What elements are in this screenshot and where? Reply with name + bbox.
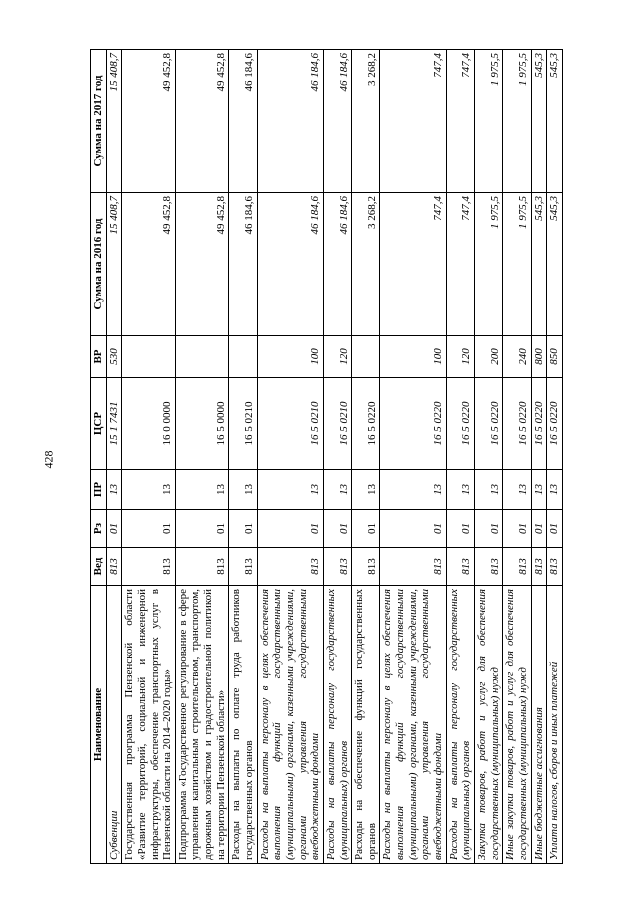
table-row — [503, 50, 531, 864]
cell-csr: 16 5 0220 — [547, 378, 563, 470]
cell-pr: 13 — [446, 470, 474, 510]
cell-ved: 813 — [446, 548, 474, 586]
cell-s17: 49 452,8 — [175, 50, 229, 193]
cell-vr — [229, 336, 257, 378]
table-body — [106, 50, 562, 864]
cell-vr: 240 — [503, 336, 531, 378]
cell-s16: 49 452,8 — [175, 193, 229, 336]
cell-s16: 46 184,6 — [257, 193, 323, 336]
cell-pr: 13 — [503, 470, 531, 510]
cell-pr: 13 — [547, 470, 563, 510]
table-row — [257, 50, 323, 864]
cell-rz: 01 — [229, 510, 257, 548]
cell-csr: 16 5 0220 — [446, 378, 474, 470]
cell-csr: 16 5 0220 — [380, 378, 446, 470]
cell-name: Государственная программа Пензенской области «Развитие территорий, социальной и инженерной инфраструктуры, обеспечение транспортных услуг в Пензенской области на 2014–2020 годы» — [122, 586, 176, 864]
cell-rz: 01 — [352, 510, 380, 548]
cell-name: Расходы на выплаты по оплате труда работников государственных органов — [229, 586, 257, 864]
cell-s17: 1 975,5 — [503, 50, 531, 193]
cell-vr: 120 — [323, 336, 351, 378]
header-rz: Рз — [91, 510, 107, 548]
cell-s16: 545,3 — [547, 193, 563, 336]
cell-vr — [175, 336, 229, 378]
cell-s17: 15 408,7 — [106, 50, 122, 193]
cell-s17: 3 268,2 — [352, 50, 380, 193]
header-name: Наименование — [91, 586, 107, 864]
cell-vr — [352, 336, 380, 378]
budget-table — [90, 49, 563, 864]
cell-rz: 01 — [531, 510, 547, 548]
cell-name: Расходы на выплаты персоналу в целях обеспечения выполнения функций государственными (муниципальными) органами, казенными учреждениями, органами управления государственными внебюджетными фондами — [380, 586, 446, 864]
cell-rz: 01 — [446, 510, 474, 548]
cell-ved: 813 — [547, 548, 563, 586]
cell-s16: 46 184,6 — [323, 193, 351, 336]
cell-vr: 100 — [257, 336, 323, 378]
cell-vr: 850 — [547, 336, 563, 378]
table-row — [547, 50, 563, 864]
cell-ved: 813 — [106, 548, 122, 586]
cell-s16: 1 975,5 — [474, 193, 502, 336]
cell-s17: 1 975,5 — [474, 50, 502, 193]
cell-pr: 13 — [175, 470, 229, 510]
cell-csr: 16 5 0220 — [503, 378, 531, 470]
table-row — [323, 50, 351, 864]
cell-name: Субвенции — [106, 586, 122, 864]
cell-ved: 813 — [474, 548, 502, 586]
cell-pr: 13 — [352, 470, 380, 510]
cell-csr: 15 1 7431 — [106, 378, 122, 470]
cell-csr: 16 5 0210 — [323, 378, 351, 470]
cell-s16: 747,4 — [380, 193, 446, 336]
cell-name: Расходы на выплаты персоналу государственных (муниципальных) органов — [323, 586, 351, 864]
cell-rz: 01 — [106, 510, 122, 548]
cell-pr: 13 — [122, 470, 176, 510]
cell-rz: 01 — [503, 510, 531, 548]
cell-csr: 16 5 0220 — [352, 378, 380, 470]
table-row — [380, 50, 446, 864]
cell-s16: 15 408,7 — [106, 193, 122, 336]
cell-pr: 13 — [531, 470, 547, 510]
cell-rz: 01 — [323, 510, 351, 548]
cell-pr: 13 — [380, 470, 446, 510]
cell-rz: 01 — [257, 510, 323, 548]
cell-rz: 01 — [175, 510, 229, 548]
header-sum-2017: Сумма на 2017 год — [91, 50, 107, 193]
cell-s16: 1 975,5 — [503, 193, 531, 336]
cell-name: Расходы на выплаты персоналу в целях обеспечения выполнения функций государственными (муниципальными) органами, казенными учреждениями, органами управления государственными внебюджетными фондами — [257, 586, 323, 864]
cell-pr: 13 — [106, 470, 122, 510]
table-row — [106, 50, 122, 864]
cell-rz: 01 — [122, 510, 176, 548]
cell-vr: 120 — [446, 336, 474, 378]
cell-name: Расходы на выплаты персоналу государственных (муниципальных) органов — [446, 586, 474, 864]
header-sum-2016: Сумма на 2016 год — [91, 193, 107, 336]
cell-rz: 01 — [474, 510, 502, 548]
table-row — [474, 50, 502, 864]
cell-ved: 813 — [531, 548, 547, 586]
cell-name: Иные закупки товаров, работ и услуг для обеспечения государственных (муниципальных) нужд — [503, 586, 531, 864]
cell-rz: 01 — [547, 510, 563, 548]
cell-pr: 13 — [474, 470, 502, 510]
cell-s16: 49 452,8 — [122, 193, 176, 336]
cell-pr: 13 — [257, 470, 323, 510]
table-row — [175, 50, 229, 864]
cell-pr: 13 — [323, 470, 351, 510]
header-row — [91, 50, 107, 864]
cell-pr: 13 — [229, 470, 257, 510]
cell-vr — [122, 336, 176, 378]
cell-s17: 46 184,6 — [257, 50, 323, 193]
table-row — [446, 50, 474, 864]
header-pr: ПР — [91, 470, 107, 510]
table-row — [122, 50, 176, 864]
cell-ved: 813 — [380, 548, 446, 586]
cell-name: Закупка товаров, работ и услуг для обеспечения государственных (муниципальных) нужд — [474, 586, 502, 864]
page-number: 428 — [41, 450, 56, 469]
cell-s17: 46 184,6 — [229, 50, 257, 193]
table-wrapper — [90, 50, 560, 864]
cell-s16: 46 184,6 — [229, 193, 257, 336]
cell-ved: 813 — [352, 548, 380, 586]
table-row — [229, 50, 257, 864]
cell-vr: 200 — [474, 336, 502, 378]
cell-vr: 800 — [531, 336, 547, 378]
cell-csr: 16 5 0210 — [257, 378, 323, 470]
cell-s16: 545,3 — [531, 193, 547, 336]
cell-csr: 16 0 0000 — [122, 378, 176, 470]
cell-s17: 49 452,8 — [122, 50, 176, 193]
cell-ved: 813 — [323, 548, 351, 586]
cell-ved: 813 — [175, 548, 229, 586]
cell-s17: 46 184,6 — [323, 50, 351, 193]
cell-vr: 530 — [106, 336, 122, 378]
cell-name: Уплата налогов, сборов и иных платежей — [547, 586, 563, 864]
cell-csr: 16 5 0000 — [175, 378, 229, 470]
header-ved: Вед — [91, 548, 107, 586]
cell-csr: 16 5 0220 — [474, 378, 502, 470]
header-vr: ВР — [91, 336, 107, 378]
cell-name: Расходы на обеспечение функций государственных органов — [352, 586, 380, 864]
cell-s17: 545,3 — [547, 50, 563, 193]
rotated-page — [0, 50, 561, 860]
cell-rz: 01 — [380, 510, 446, 548]
cell-ved: 813 — [257, 548, 323, 586]
cell-ved: 813 — [122, 548, 176, 586]
cell-csr: 16 5 0210 — [229, 378, 257, 470]
cell-s17: 545,3 — [531, 50, 547, 193]
cell-name: Иные бюджетные ассигнования — [531, 586, 547, 864]
cell-csr: 16 5 0220 — [531, 378, 547, 470]
cell-vr: 100 — [380, 336, 446, 378]
cell-s16: 3 268,2 — [352, 193, 380, 336]
table-row — [531, 50, 547, 864]
cell-ved: 813 — [503, 548, 531, 586]
cell-s17: 747,4 — [380, 50, 446, 193]
cell-s16: 747,4 — [446, 193, 474, 336]
cell-ved: 813 — [229, 548, 257, 586]
table-row — [352, 50, 380, 864]
cell-s17: 747,4 — [446, 50, 474, 193]
header-csr: ЦСР — [91, 378, 107, 470]
cell-name: Подпрограмма «Государственное регулирование в сфере управления капитальным строительством, транспортом, дорожным хозяйством и градостроительной политикой на территории Пензенской области» — [175, 586, 229, 864]
